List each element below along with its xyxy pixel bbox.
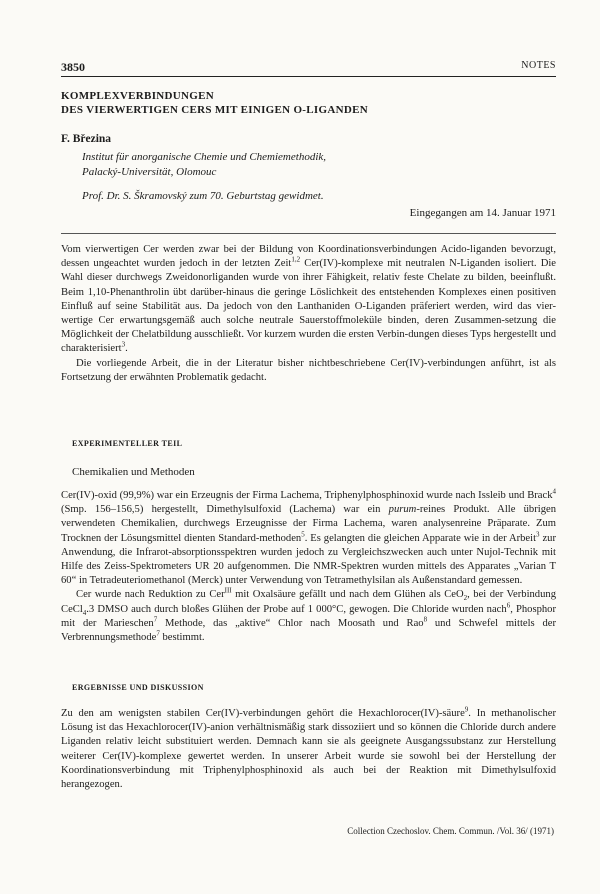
results-text: Zu den am wenigsten stabilen Cer(IV)-verbindungen gehört die Hexachlorocer(IV)-säure$^9$. In methanolischer Lösung ist das Hexachlorocer(IV)-anion verhältnismäßig stark dissoziiert und so können die Chloride durch andere Liganden relativ leicht substituiert werden. Demnach kann sie als geeignete Ausgangssubstanz zur Herstellung weiterer Cer(IV)-komplexe gewertet werden. In unserer Arbeit wurde sie sowohl bei der Herstellung der Koordinationsverbindung mit Triphenylphosphinoxid als auch bei der Reaktion mit Dimethylsulfoxid herangezogen.	[61, 705, 556, 791]
page-number: 3850	[61, 60, 85, 74]
section-heading-experimental: EXPERIMENTELLER TEIL	[72, 439, 183, 448]
subsection-heading-methods: Chemikalien und Methoden	[72, 466, 195, 478]
abstract-rule	[61, 233, 556, 234]
dedication: Prof. Dr. S. Škramovský zum 70. Geburtstag gewidmet.	[82, 190, 324, 202]
methods-text: Cer(IV)-oxid (99,9%) war ein Erzeugnis der Firma Lachema, Triphenylphosphinoxid wurde nach Issleib und Brack$^4$ (Smp. 156–156,5) hergestellt, Dimethylsulfoxid (Lachema) war ein purum-reines Produkt. Alle übrigen verwendeten Chemikalien, durchwegs Erzeugnisse der Firma Lachema, waren analysenreine Präparate. Zum Trocknen der Lösungsmittel dienten Standard-methoden$^5$. Es gelangten die gleichen Apparate wie in der Arbeit$^3$ zur Anwendung, die Infrarot-absorptionsspektren wurden jedoch zu Vergleichszwecken auch unter Nujol-Technik mit Hilfe des Zeiss-Spektrometers UR 20 aufgenommen. Die NMR-Spektren wurden mittels des Apparates „Varian T 60“ in Tetradeuteriomethanol (Merck) unter Verwendung von Tetramethylsilan als Außenstandard gemessen. Cer wurde nach Reduktion zu Cer$^{III}$ mit Oxalsäure gefällt und nach dem Glühen als CeO$_2$, bei der Verbindung CeCl$_4$.3 DMSO auch durch bloßes Glühen der Probe auf 1 000°C, gewogen. Die Chloride wurden nach$^6$, Phosphor mit der Marieschen$^7$ Methode, das „aktive“ Chlor nach Moosath und Rao$^8$ und Schwefel mittels der Verbrennungsmethode$^7$ bestimmt.	[61, 487, 556, 644]
section-label: NOTES	[521, 60, 556, 71]
running-header	[61, 60, 556, 74]
journal-footer: Collection Czechoslov. Chem. Commun. /Vol. 36/ (1971)	[347, 826, 554, 836]
affiliation-line1: Institut für anorganische Chemie und Chemiemethodik,	[82, 151, 327, 163]
section-heading-results: ERGEBNISSE UND DISKUSSION	[72, 683, 204, 692]
article-title-line2: DES VIERWERTIGEN CERS MIT EINIGEN O-LIGANDEN	[61, 104, 368, 116]
introduction-para2: Die vorliegende Arbeit, die in der Literatur bisher nichtbeschriebene Cer(IV)-verbindungen anführt, ist als Fortsetzung der erwähnten Problematik gedacht.	[61, 357, 556, 383]
article-title-line1: KOMPLEXVERBINDUNGEN	[61, 90, 214, 102]
affiliation-line2: Palacký-Universität, Olomouc	[82, 166, 217, 178]
header-rule	[61, 76, 556, 77]
introduction: Vom vierwertigen Cer werden zwar bei der Bildung von Koordinationsverbindungen Acido-liganden bevorzugt, dessen ungeachtet wurden jedoch in der letzten Zeit$^{1,2}$ Cer(IV)-komplexe mit neutralen N-Liganden isoliert. Die Wahl dieser durchwegs Zweidonorliganden wurde von ihrer Fähigkeit, relativ feste Chelate zu bilden, beeinflußt. Beim 1,10-Phenanthrolin übt darüber-hinaus die geringe Löslichkeit des entstehenden Komplexes einen positiven Einfluß auf seine Stabilität aus. Da jedoch von den Lanthaniden O-Liganden präferiert werden, wird das vier-wertige Cer erwartungsgemäß auch solche neutrale Sauerstoffmoleküle binden, deren Zusammen-setzung die Möglichkeit der Chelatbildung ausschließt. Vor kurzem wurden die ersten Verbin-dungen dieses Typs hergestellt und charakterisiert$^3$. Die vorliegende Arbeit, die in der Literatur bisher nichtbeschriebene Cer(IV)-verbindungen anführt, ist als Fortsetzung der erwähnten Problematik gedacht.	[61, 243, 556, 385]
author-name: F. Březina	[61, 133, 112, 145]
received-date: Eingegangen am 14. Januar 1971	[409, 207, 556, 219]
